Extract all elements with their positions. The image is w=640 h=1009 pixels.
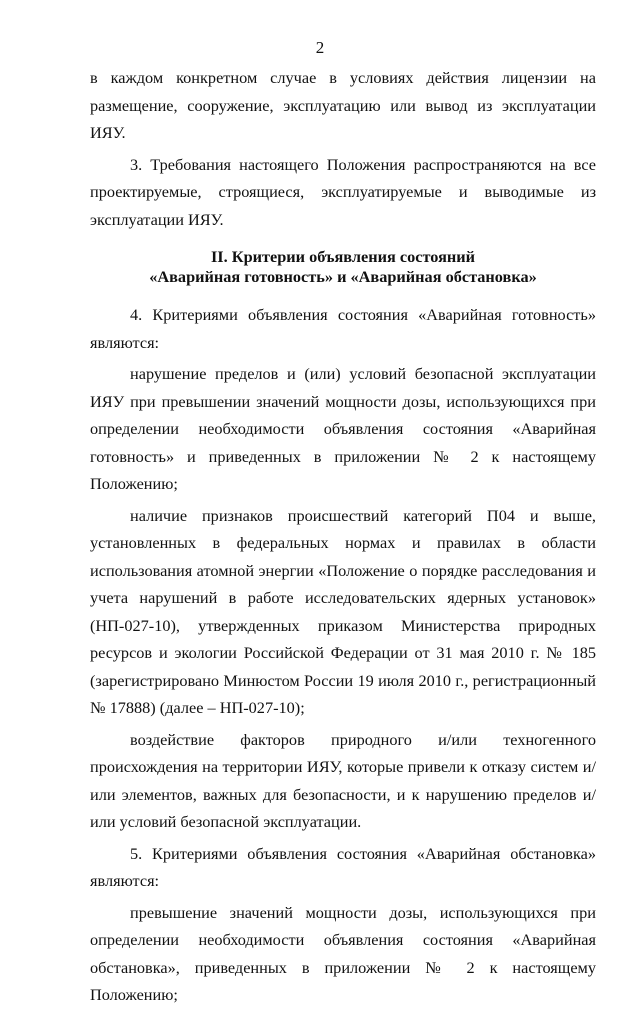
paragraph-5-item-a: превышение значений мощности дозы, использующихся при определении необходимости объявления состояния «Аварийная обстановка», приведенных в приложении № 2 к настоящему Положению; [90, 902, 596, 1004]
paragraph-4: 4. Критериями объявления состояния «Аварийная готовность» являются: [90, 305, 596, 352]
document-body [90, 64, 596, 1009]
paragraph-4-item-a: нарушение пределов и (или) условий безопасной эксплуатации ИЯУ при превышении значений мощности дозы, использующихся при определении необходимости объявления состояния «Аварийная готовность» и приведенных в приложении № 2 к настоящему Положению; [90, 364, 596, 493]
page-number: 2 [315, 38, 325, 57]
section-heading-line-1: II. Критерии объявления состояний [210, 247, 476, 266]
paragraph-continuation: в каждом конкретном случае в условиях действия лицензии на размещение, сооружение, эксплуатацию или вывод из эксплуатации ИЯУ. [90, 68, 596, 142]
section-heading [90, 247, 596, 287]
paragraph-5: 5. Критериями объявления состояния «Аварийная обстановка» являются: [90, 843, 596, 890]
paragraph-4-item-b: наличие признаков происшествий категорий П04 и выше, установленных в федеральных нормах и правилах в области использования атомной энергии «Положение о порядке расследования и учета нарушений в работе исследовательских ядерных установок» (НП-027-10), утвержденных приказом Министерства природных ресурсов и экологии Российской Федерации от 31 мая 2010 г. № 185 (зарегистрировано Минюстом России 19 июля 2010 г., регистрационный № 17888) (далее – НП-027-10); [90, 505, 596, 717]
paragraph-3: 3. Требования настоящего Положения распространяются на все проектируемые, строящиеся, эксплуатируемые и выводимые из эксплуатации ИЯУ. [90, 154, 596, 229]
section-heading-line-2: «Аварийная готовность» и «Аварийная обстановка» [149, 267, 537, 286]
paragraph-4-item-c: воздействие факторов природного и/или техногенного происхождения на территории ИЯУ, которые привели к отказу систем и/или элементов, важных для безопасности, и к нарушению пределов и/или условий безопасной эксплуатации. [90, 729, 596, 831]
